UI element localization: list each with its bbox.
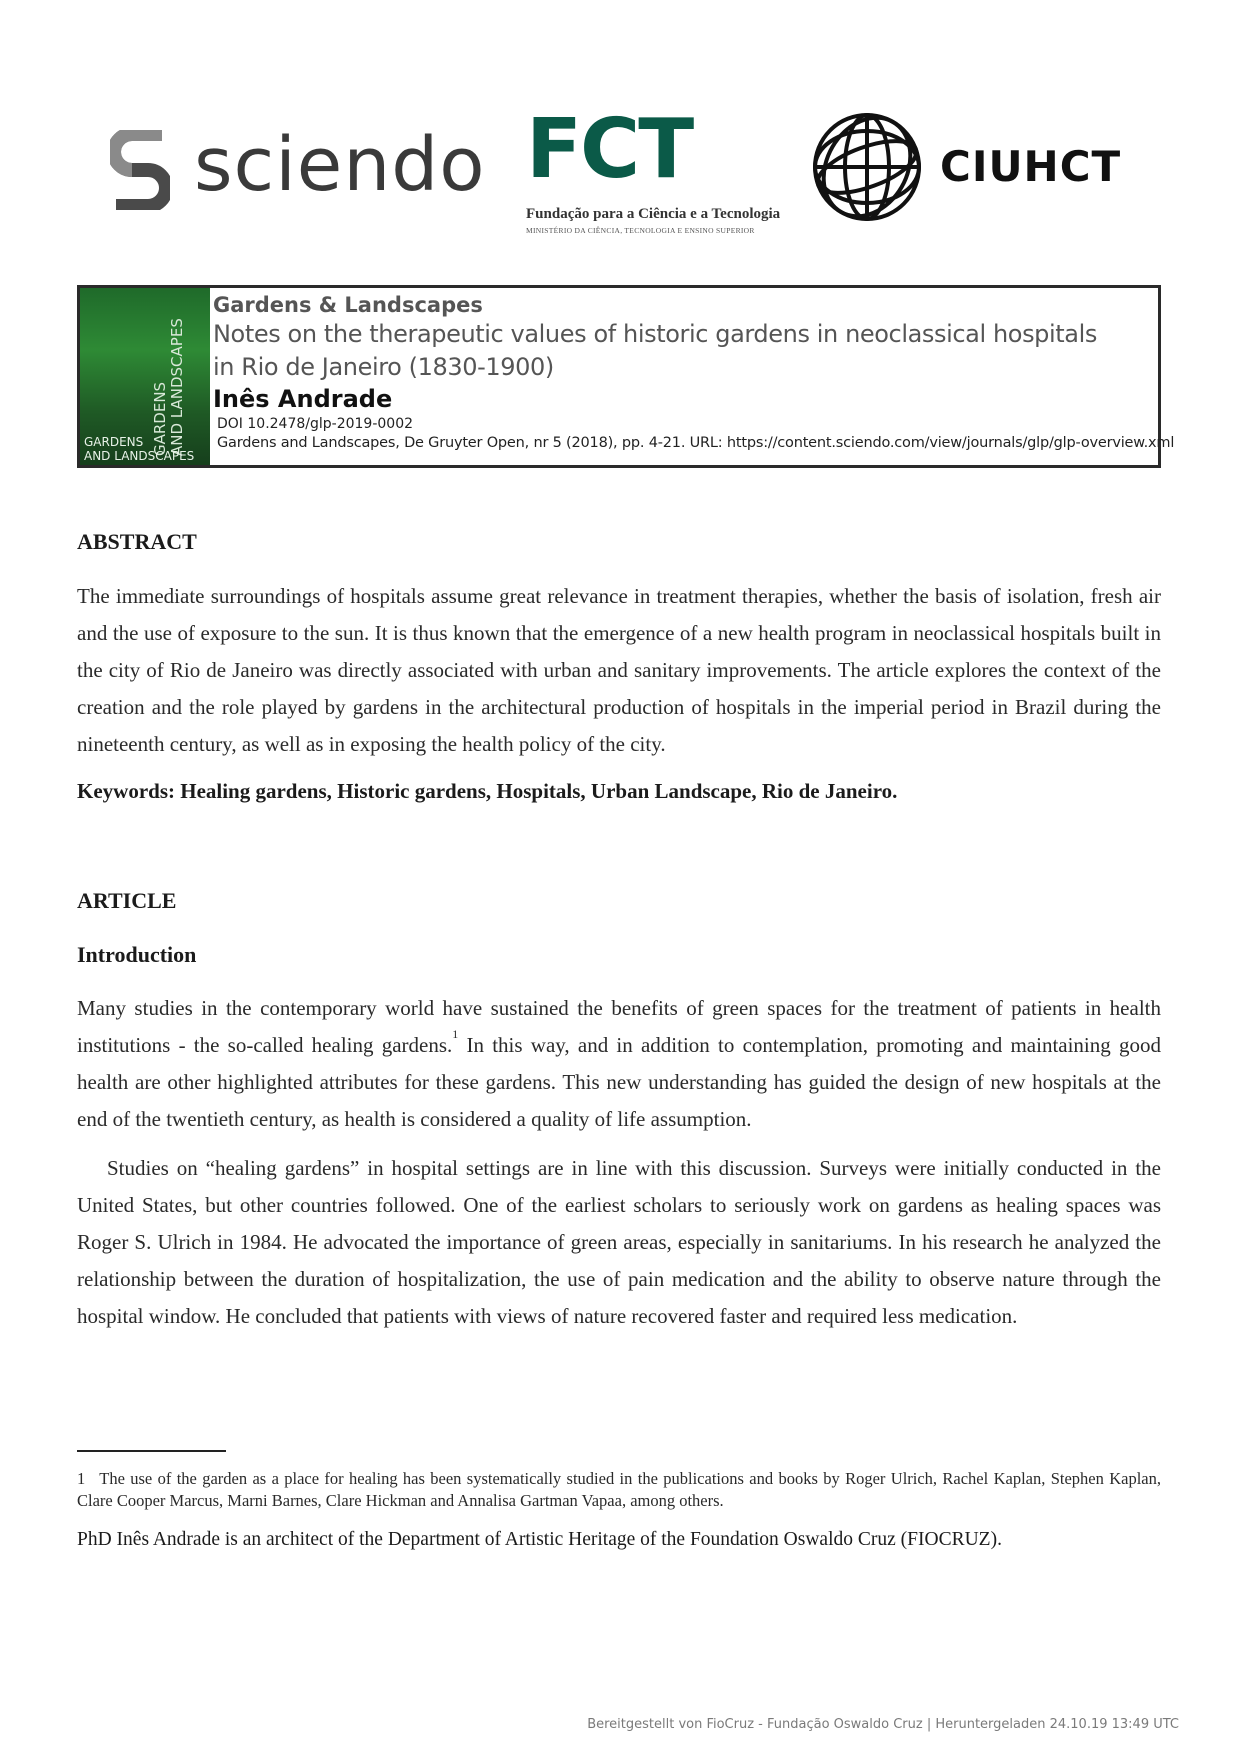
sciendo-wordmark: sciendo: [194, 122, 486, 208]
globe-icon: [808, 110, 926, 225]
logo-bar: [0, 102, 1241, 240]
ciuhct-logo: [808, 110, 1138, 225]
citation[interactable]: Gardens and Landscapes, De Gruyter Open, nr 5 (2018), pp. 4-21. URL: https://content.sciendo.com/view/journals/glp/glp-overview.xml: [217, 435, 1175, 451]
abstract-text: The immediate surroundings of hospitals assume great relevance in treatment therapies, whether the basis of isolation, fresh air and the use of exposure to the sun. It is thus known that the emergence of a new health program in neoclassical hospitals built in the city of Rio de Janeiro was directly associated with urban and sanitary improvements. The article explores the context of the creation and the role played by gardens in the architectural production of hospitals in the imperial period in Brazil during the nineteenth century, as well as in exposing the health policy of the city.: [77, 584, 1161, 756]
download-note: Bereitgestellt von FioCruz - Fundação Oswaldo Cruz | Heruntergeladen 24.10.19 13:49 UTC: [587, 1717, 1179, 1732]
article-title-line-2: in Rio de Janeiro (1830-1900): [213, 353, 554, 381]
sciendo-logo: [110, 122, 500, 218]
doi[interactable]: DOI 10.2478/glp-2019-0002: [217, 416, 414, 432]
intro-paragraph-2: Studies on “healing gardens” in hospital settings are in line with this discussion. Surveys were initially conducted in the United States, but other countries followed. One of the earliest scholars to seriously work on gardens as healing spaces was Roger S. Ulrich in 1984. He advocated the importance of green areas, especially in sanitariums. In his research he analyzed the relationship between the duration of hospitalization, the use of pain medication and the ability to observe nature through the hospital window. He concluded that patients with views of nature recovered faster and required less medication.: [77, 1156, 1161, 1328]
article-body: [77, 528, 1161, 1335]
article-header-box: [77, 285, 1175, 468]
cover-vertical-title: GARDENS AND LANDSCAPES: [151, 318, 186, 456]
fct-wordmark: FCT: [526, 102, 693, 197]
footnote-divider: [77, 1450, 226, 1452]
cover-bottom-title: GARDENS AND LANDSCAPES: [84, 435, 195, 463]
keywords: Keywords: Healing gardens, Historic gardens, Hospitals, Urban Landscape, Rio de Janeiro.: [77, 779, 898, 803]
author-bio: PhD Inês Andrade is an architect of the Department of Artistic Heritage of the Foundation Oswaldo Cruz (FIOCRUZ).: [77, 1529, 1002, 1550]
author-name: Inês Andrade: [213, 385, 393, 413]
abstract-heading: ABSTRACT: [77, 529, 197, 554]
sciendo-mark-icon: [110, 130, 170, 210]
article-heading: ARTICLE: [77, 888, 177, 913]
introduction-heading: Introduction: [77, 942, 197, 967]
footnote-1: 1 The use of the garden as a place for healing has been systematically studied in the publications and books by Roger Ulrich, Rachel Kaplan, Stephen Kaplan, Clare Cooper Marcus, Marni Barnes, Clare Hickman and Annalisa Gartman Vapaa, among others.: [77, 1469, 1161, 1510]
fct-subtitle: Fundação para a Ciência e a Tecnologia: [526, 206, 781, 222]
journal-name: Gardens & Landscapes: [213, 293, 483, 317]
journal-cover-thumbnail: [80, 288, 210, 465]
article-title-line-1: Notes on the therapeutic values of historic gardens in neoclassical hospitals: [213, 320, 1097, 348]
fct-ministry: MINISTÉRIO DA CIÊNCIA, TECNOLOGIA E ENSINO SUPERIOR: [526, 226, 755, 235]
header-info: [213, 292, 1175, 452]
fct-logo: [526, 102, 816, 235]
footnote-ref[interactable]: 1: [452, 1027, 459, 1041]
ciuhct-wordmark: CIUHCT: [940, 142, 1122, 191]
intro-paragraph-1: Many studies in the contemporary world have sustained the benefits of green spaces for the treatment of patients in health institutions - the so-called healing gardens.$^1$ In this way, and in addition to contemplation, promoting and maintaining good health are other highlighted attributes for these gardens. This new understanding has guided the design of new hospitals at the end of the twentieth century, as health is considered a quality of life assumption.: [77, 996, 1161, 1131]
